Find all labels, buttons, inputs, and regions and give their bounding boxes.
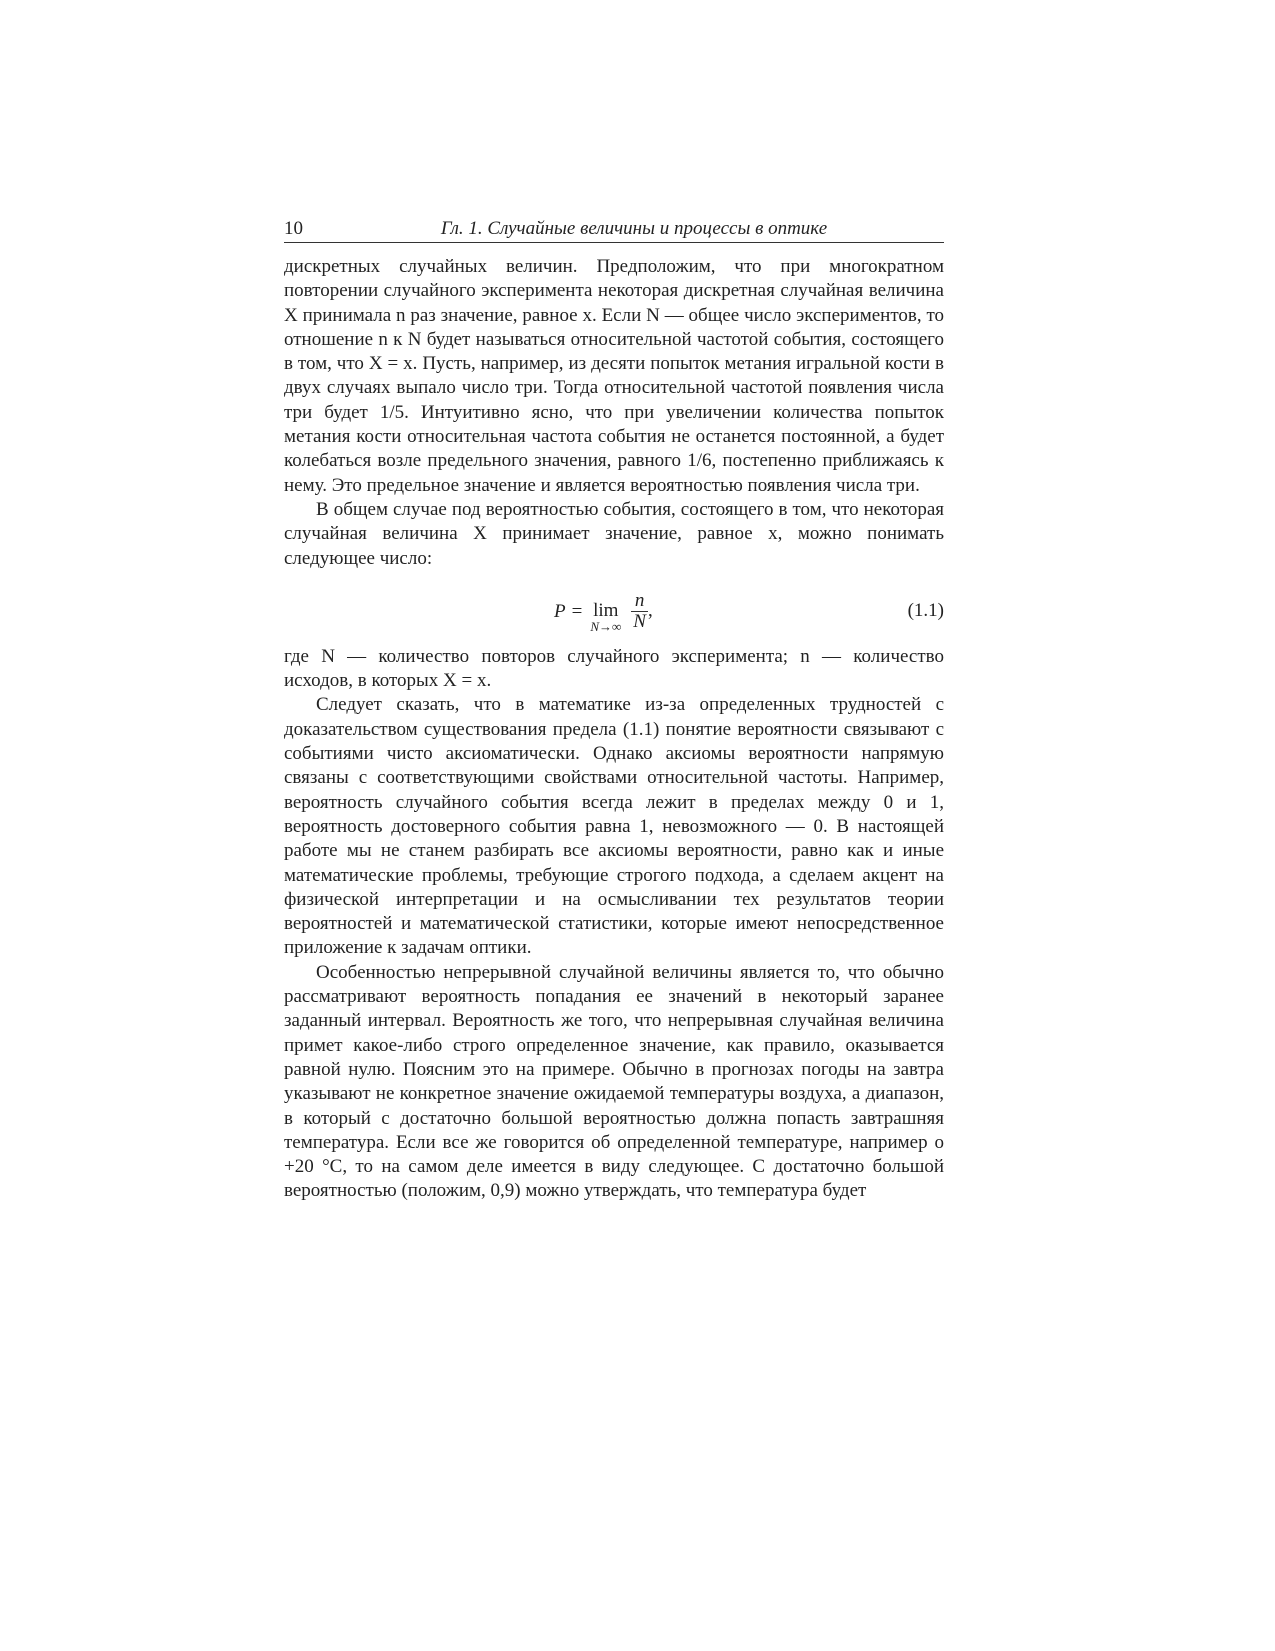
formula-equals: = <box>571 600 583 622</box>
limit-operator <box>590 599 622 634</box>
page-number: 10 <box>284 218 303 239</box>
running-head <box>284 212 944 243</box>
formula-number: (1.1) <box>907 599 944 621</box>
fraction-denominator: N <box>633 611 646 633</box>
limit-word: lim <box>593 599 619 621</box>
fraction-numerator: n <box>634 590 645 612</box>
paragraph-3: где N — количество повторов случайного эксперимента; n — количество исходов, в которых X = x. <box>284 645 944 692</box>
fraction <box>631 591 648 632</box>
formula-lhs: P <box>554 600 566 622</box>
formula-1-1 <box>284 577 944 647</box>
paragraph-1: дискретных случайных величин. Предположим, что при многократном повторении случайного эксперимента некоторая дискретная случайная величина X принимала n раз значение, равное x. Если N — общее число экспериментов, то отношение n к N будет называться относительной частотой события, состоящего в том, что X = x. Пусть, например, из десяти попыток метания игральной кости в двух случаях выпало число три. Тогда относительной частотой появления числа три будет 1/5. Интуитивно ясно, что при увеличении количества попыток метания кости относительная частота события не останется постоянной, а будет колебаться возле предельного значения, равного 1/6, постепенно приближаясь к нему. Это предельное значение и является вероятностью появления числа три. <box>284 256 944 496</box>
chapter-title: Гл. 1. Случайные величины и процессы в оптике <box>440 218 828 239</box>
paragraph-2: В общем случае под вероятностью события, состоящего в том, что некоторая случайная величина X принимает значение, равное x, можно понимать следующее число: <box>284 498 944 569</box>
document-page <box>284 212 944 1204</box>
formula-comma: , <box>647 599 653 621</box>
paragraph-4: Следует сказать, что в математике из-за определенных трудностей с доказательством существования предела (1.1) понятие вероятности связывают с событиями чисто аксиоматически. Однако аксиомы вероятности напрямую связаны с соответствующими свойствами относительной частоты. Например, вероятность случайного события всегда лежит в пределах между 0 и 1, вероятность достоверного события равна 1, невозможного — 0. В настоящей работе мы не станем разбирать все аксиомы вероятности, равно как и иные математические проблемы, требующие строгого подхода, а сделаем акцент на физической интерпретации и на осмысливании тех результатов теории вероятностей и математической статистики, которые имеют непосредственное приложение к задачам оптики. <box>284 694 944 959</box>
formula-expression <box>554 587 653 637</box>
paragraph-5: Особенностью непрерывной случайной величины является то, что обычно рассматривают вероятность попадания ее значений в некоторый заранее заданный интервал. Вероятность же того, что непрерывная случайная величина примет какое-либо строго определенное значение, как правило, оказывается равной нулю. Поясним это на примере. Обычно в прогнозах погоды на завтра указывают не конкретное значение ожидаемой температуры воздуха, а диапазон, в который с достаточно большой вероятностью должна попасть завтрашняя температура. Если все же говорится об определенной температуре, например о +20 °C, то на самом деле имеется в виду следующее. С достаточно большой вероятностью (положим, 0,9) можно утверждать, что температура будет <box>284 961 944 1202</box>
body-text <box>284 255 944 1204</box>
limit-subscript: N→∞ <box>590 618 622 634</box>
